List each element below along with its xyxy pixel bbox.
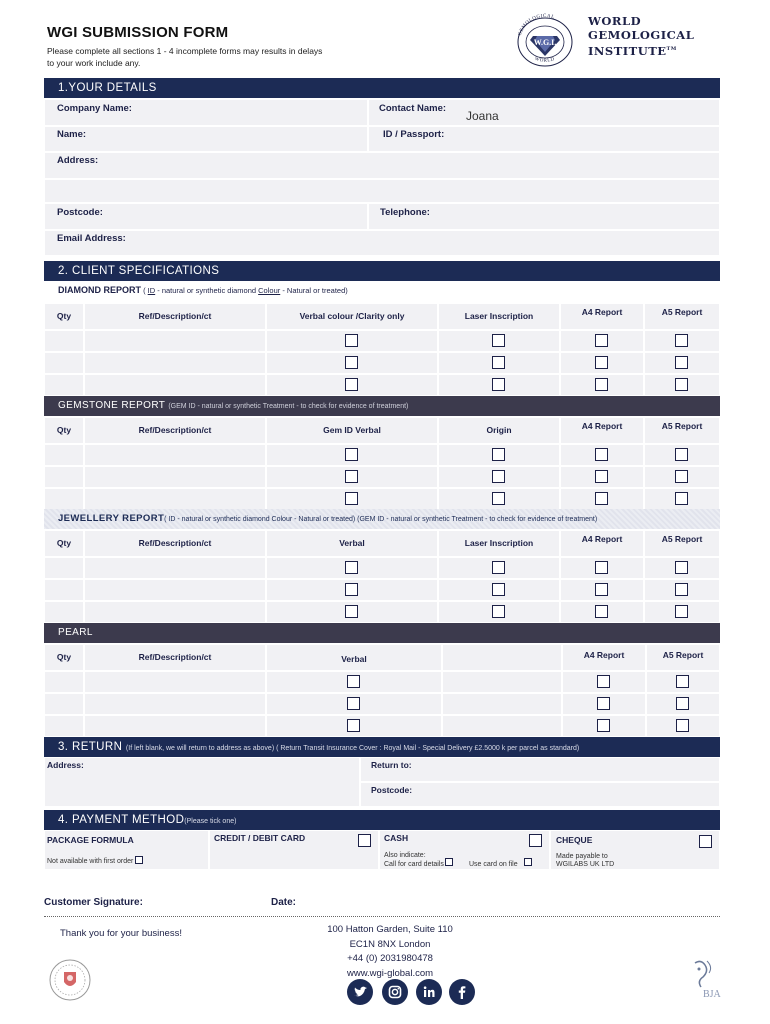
- section-3-header: [44, 737, 720, 757]
- column-header: Verbal: [341, 654, 367, 664]
- diamond-note-open: (: [141, 286, 148, 295]
- cash-also-indicate: Also indicate:: [384, 852, 426, 859]
- table-cell[interactable]: [44, 488, 84, 510]
- diamond-note-mid: - natural or synthetic diamond: [155, 286, 259, 295]
- name-label: Name:: [57, 129, 87, 140]
- brand-line-3: INSTITUTE: [588, 43, 667, 58]
- cheque-payable-to: Made payable to: [556, 853, 608, 860]
- footer-address: [300, 923, 480, 981]
- report-option-checkbox[interactable]: [595, 470, 608, 483]
- column-header: Qty: [56, 425, 72, 435]
- table-cell[interactable]: [44, 579, 84, 601]
- column-header: Ref/Description/ct: [138, 538, 212, 548]
- table-cell[interactable]: [84, 671, 266, 693]
- report-option-checkbox[interactable]: [595, 583, 608, 596]
- table-cell[interactable]: [44, 330, 84, 352]
- gemstone-report-note: (GEM ID - natural or synthetic Treatment - to check for evidence of treatment): [168, 403, 409, 410]
- report-option-checkbox[interactable]: [345, 605, 358, 618]
- table-cell[interactable]: [84, 488, 266, 510]
- column-header: Qty: [56, 538, 72, 548]
- section-4-title: 4. PAYMENT METHOD: [58, 814, 185, 826]
- report-option-checkbox[interactable]: [675, 583, 688, 596]
- bja-label: BJA: [703, 989, 721, 1000]
- report-option-checkbox[interactable]: [595, 605, 608, 618]
- report-option-checkbox[interactable]: [347, 675, 360, 688]
- logo-ring-bottom: WORLD: [533, 56, 556, 64]
- report-option-checkbox[interactable]: [347, 719, 360, 732]
- report-option-checkbox[interactable]: [675, 378, 688, 391]
- logo-ring-top: GEMOLOGICAL: [517, 14, 556, 37]
- thank-you-text: Thank you for your business!: [60, 928, 182, 939]
- payment-note: (Please tick one): [184, 818, 237, 825]
- footer-phone: +44 (0) 2031980478: [347, 953, 433, 964]
- report-option-checkbox[interactable]: [347, 697, 360, 710]
- report-option-checkbox[interactable]: [595, 561, 608, 574]
- column-header: A4 Report: [581, 307, 623, 317]
- date-label: Date:: [271, 897, 297, 908]
- contact-name-label: Contact Name:: [379, 103, 447, 114]
- package-formula-note: Not available with first order: [47, 858, 134, 865]
- column-header: A5 Report: [661, 534, 703, 544]
- table-cell[interactable]: [84, 374, 266, 396]
- cheque-label: CHEQUE: [556, 835, 593, 845]
- diamond-note-id: ID: [147, 286, 156, 295]
- jewellery-report-title: JEWELLERY REPORT: [58, 513, 165, 524]
- column-header: Qty: [56, 311, 72, 321]
- column-header: A5 Report: [662, 650, 704, 660]
- card-on-file-checkbox[interactable]: [524, 858, 532, 866]
- report-option-checkbox[interactable]: [595, 334, 608, 347]
- table-cell[interactable]: [442, 693, 562, 715]
- package-formula-checkbox[interactable]: [135, 856, 143, 864]
- wgi-logo: [510, 10, 580, 68]
- return-postcode-label: Postcode:: [371, 785, 413, 795]
- column-header: Ref/Description/ct: [138, 425, 212, 435]
- call-for-card-label: Call for card details: [384, 861, 444, 868]
- table-cell[interactable]: [84, 352, 266, 374]
- footer-address-line-2: EC1N 8NX London: [349, 938, 431, 950]
- table-cell[interactable]: [44, 601, 84, 623]
- report-option-checkbox[interactable]: [675, 334, 688, 347]
- pearl-header: PEARL: [44, 623, 720, 643]
- report-option-checkbox[interactable]: [345, 334, 358, 347]
- report-option-checkbox[interactable]: [492, 448, 505, 461]
- report-option-checkbox[interactable]: [492, 561, 505, 574]
- card-on-file-label: Use card on file: [469, 861, 518, 868]
- table-cell[interactable]: [44, 671, 84, 693]
- card-label: CREDIT / DEBIT CARD: [214, 833, 306, 843]
- table-cell[interactable]: [84, 579, 266, 601]
- instagram-icon[interactable]: [382, 979, 408, 1005]
- column-header: Ref/Description/ct: [138, 652, 212, 662]
- report-option-checkbox[interactable]: [345, 448, 358, 461]
- section-4-header: [44, 810, 720, 830]
- linkedin-icon[interactable]: [416, 979, 442, 1005]
- table-header-cell: [442, 644, 562, 671]
- report-option-checkbox[interactable]: [492, 605, 505, 618]
- report-option-checkbox[interactable]: [345, 378, 358, 391]
- jewellery-report-note: ( ID - natural or synthetic diamond Colour - Natural or treated) (GEM ID - natural or synthetic Treatment - to check for evidence of treatment): [164, 516, 598, 523]
- report-option-checkbox[interactable]: [345, 470, 358, 483]
- cash-checkbox[interactable]: [529, 834, 542, 847]
- column-header: Verbal: [339, 538, 365, 548]
- address-field-line-2[interactable]: [44, 179, 720, 203]
- report-option-checkbox[interactable]: [675, 356, 688, 369]
- name-field[interactable]: [44, 126, 368, 152]
- jewellery-report-header: [44, 509, 720, 529]
- table-cell[interactable]: [84, 330, 266, 352]
- facebook-icon[interactable]: [449, 979, 475, 1005]
- report-option-checkbox[interactable]: [345, 356, 358, 369]
- column-header: Qty: [56, 652, 72, 662]
- gemstone-report-header: [44, 396, 720, 416]
- table-cell[interactable]: [44, 374, 84, 396]
- table-cell[interactable]: [84, 444, 266, 466]
- email-field[interactable]: [44, 230, 720, 256]
- return-to-field[interactable]: [360, 757, 720, 782]
- card-checkbox[interactable]: [358, 834, 371, 847]
- column-header: Laser Inscription: [464, 311, 534, 321]
- report-option-checkbox[interactable]: [492, 583, 505, 596]
- footer-website[interactable]: www.wgi-global.com: [346, 967, 434, 979]
- address-label: Address:: [57, 155, 99, 166]
- gemstone-report-title: GEMSTONE REPORT: [58, 400, 166, 411]
- customer-signature-label: Customer Signature:: [44, 897, 143, 908]
- form-title: WGI SUBMISSION FORM: [47, 24, 229, 41]
- table-cell[interactable]: [44, 557, 84, 579]
- column-header: A4 Report: [583, 650, 625, 660]
- form-instructions: [47, 45, 377, 69]
- report-option-checkbox[interactable]: [345, 561, 358, 574]
- brand-tm: TM: [666, 46, 677, 52]
- return-address-label: Address:: [47, 760, 84, 770]
- column-header: A4 Report: [581, 421, 623, 431]
- logo-ring-center: W.G.I.: [533, 38, 557, 47]
- cheque-checkbox[interactable]: [699, 835, 712, 848]
- report-option-checkbox[interactable]: [595, 356, 608, 369]
- report-option-checkbox[interactable]: [345, 492, 358, 505]
- return-address-field[interactable]: [44, 757, 360, 807]
- report-option-checkbox[interactable]: [492, 492, 505, 505]
- report-option-checkbox[interactable]: [492, 334, 505, 347]
- table-cell[interactable]: [84, 601, 266, 623]
- return-note: (If left blank, we will return to address as above) ( Return Transit Insurance Cover : Royal Mail - Special Delivery £2.5000 k per parcel as standard): [125, 745, 580, 752]
- address-field-line-1[interactable]: [44, 152, 720, 179]
- section-1-header: 1.YOUR DETAILS: [44, 78, 720, 98]
- instructions-line-2: to your work include any.: [47, 58, 141, 68]
- brand-line-1: WORLD: [588, 14, 642, 28]
- svg-text:GEMOLOGICAL: [518, 14, 555, 36]
- table-cell[interactable]: [44, 693, 84, 715]
- diamond-note-end: - Natural or treated): [280, 286, 348, 295]
- brand-name: [588, 14, 694, 58]
- report-option-checkbox[interactable]: [675, 470, 688, 483]
- cash-label: CASH: [384, 833, 409, 843]
- telephone-label: Telephone:: [380, 207, 430, 218]
- report-option-checkbox[interactable]: [675, 605, 688, 618]
- table-cell[interactable]: [84, 557, 266, 579]
- table-cell[interactable]: [84, 693, 266, 715]
- report-option-checkbox[interactable]: [675, 492, 688, 505]
- email-label: Email Address:: [57, 233, 126, 244]
- report-option-checkbox[interactable]: [345, 583, 358, 596]
- report-option-checkbox[interactable]: [595, 448, 608, 461]
- postcode-label: Postcode:: [57, 207, 103, 218]
- column-header: Origin: [486, 425, 512, 435]
- table-cell[interactable]: [44, 715, 84, 737]
- report-option-checkbox[interactable]: [597, 675, 610, 688]
- brand-line-2: GEMOLOGICAL: [588, 28, 695, 42]
- return-postcode-field[interactable]: [360, 782, 720, 807]
- twitter-icon[interactable]: [347, 979, 373, 1005]
- report-option-checkbox[interactable]: [595, 492, 608, 505]
- table-cell[interactable]: [44, 352, 84, 374]
- diamond-report-row: [58, 285, 348, 295]
- table-cell[interactable]: [442, 715, 562, 737]
- column-header: A5 Report: [661, 421, 703, 431]
- column-header: Laser Inscription: [464, 538, 534, 548]
- report-option-checkbox[interactable]: [492, 378, 505, 391]
- report-option-checkbox[interactable]: [676, 697, 689, 710]
- contact-name-value: Joana: [466, 109, 499, 123]
- report-option-checkbox[interactable]: [676, 675, 689, 688]
- table-cell[interactable]: [84, 466, 266, 488]
- signature-divider: [44, 916, 720, 917]
- section-2-header: 2. CLIENT SPECIFICATIONS: [44, 261, 720, 281]
- call-for-card-checkbox[interactable]: [445, 858, 453, 866]
- company-name-label: Company Name:: [57, 103, 132, 114]
- report-option-checkbox[interactable]: [675, 448, 688, 461]
- report-option-checkbox[interactable]: [675, 561, 688, 574]
- column-header: Gem ID Verbal: [323, 425, 381, 435]
- section-3-title: 3. RETURN: [58, 741, 123, 753]
- instructions-line-1: Please complete all sections 1 - 4 incomplete forms may results in delays: [47, 46, 323, 56]
- table-cell[interactable]: [44, 466, 84, 488]
- column-header: Verbal colour /Clarity only: [299, 311, 405, 321]
- return-to-label: Return to:: [371, 760, 412, 770]
- column-header: Ref/Description/ct: [138, 311, 212, 321]
- package-formula-label: PACKAGE FORMULA: [47, 835, 134, 845]
- table-cell[interactable]: [44, 444, 84, 466]
- report-option-checkbox[interactable]: [597, 719, 610, 732]
- id-passport-label: ID / Passport:: [383, 129, 445, 140]
- report-option-checkbox[interactable]: [595, 378, 608, 391]
- footer-address-line-1: 100 Hatton Garden, Suite 110: [327, 924, 453, 935]
- column-header: A4 Report: [581, 534, 623, 544]
- report-option-checkbox[interactable]: [676, 719, 689, 732]
- report-option-checkbox[interactable]: [492, 470, 505, 483]
- column-header: A5 Report: [661, 307, 703, 317]
- report-option-checkbox[interactable]: [597, 697, 610, 710]
- table-cell[interactable]: [442, 671, 562, 693]
- cheque-payee: WGILABS UK LTD: [556, 861, 615, 868]
- bja-logo-icon: [687, 957, 723, 1001]
- diamond-report-title: DIAMOND REPORT: [58, 285, 141, 295]
- report-option-checkbox[interactable]: [492, 356, 505, 369]
- table-cell[interactable]: [84, 715, 266, 737]
- crest-seal-icon: [48, 958, 92, 1002]
- diamond-note-colour: Colour: [258, 286, 281, 295]
